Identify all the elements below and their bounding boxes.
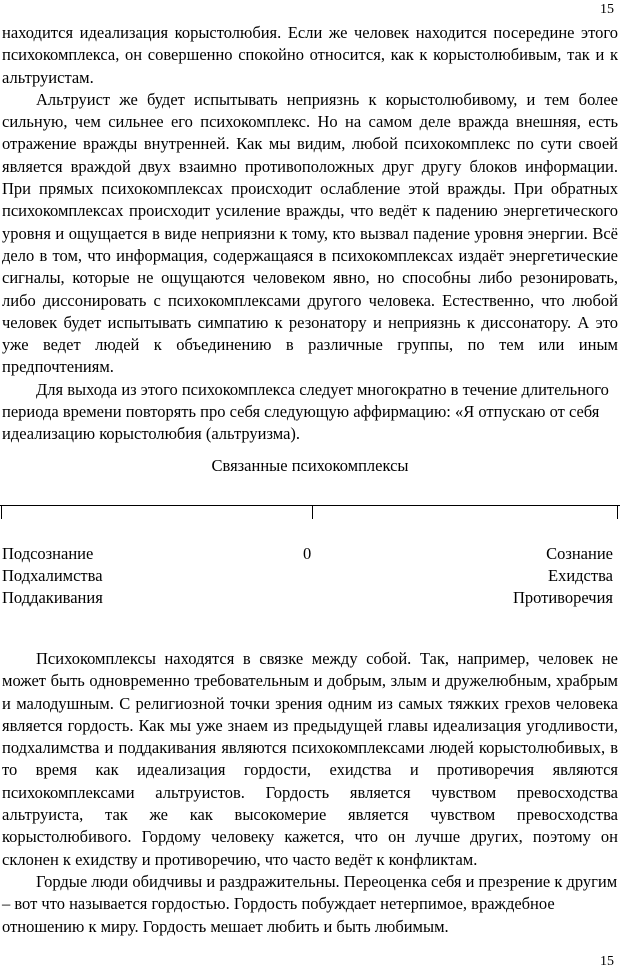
scale-right-label: Противоречия — [512, 588, 613, 607]
page-number-bottom: 15 — [600, 954, 614, 969]
paragraph: Психокомплексы находятся в связке между собой. Так, например, человек не может быть одновременно требовательным и добрым, злым и дружелюбным, храбрым и малодушным. С религиозной точки зрения одним из самых тяжких грехов человека является гордость. Как мы уже знаем из предыдущей главы идеализация угодливости, подхалимства и поддакивания являются психокомплексами людей корыстолюбивых, в то время как идеализация гордости, ехидства и противоречия являются психокомплексами альтруистов. Гордость является чувством превосходства альтруиста, так же как высокомерие является чувством превосходства корыстолюбивого. Гордому человеку кажется, что он лучше других, поэтому он склонен к ехидству и противоречию, что часто ведёт к конфликтам. — [2, 649, 618, 869]
paragraph: находится идеализация корыстолюбия. Если же человек находится посередине этого психокомплекса, он совершенно спокойно относится, как к корыстолюбивым, так и к альтруистам. — [2, 23, 618, 87]
scale-title: Связанные психокомплексы — [211, 456, 409, 475]
axis-tick-right — [617, 505, 618, 519]
axis-tick-left — [1, 505, 2, 519]
scale-row — [0, 587, 620, 609]
paragraph: Альтруист же будет испытывать неприязнь к корыстолюбивому, и тем более сильную, чем сильнее его психокомплекс. Но на самом деле вражда внешняя, есть отражение вражды внутренней. Как мы видим, любой психокомплекс по сути своей является враждой двух взаимно противоположных друг другу блоков информации. При прямых психокомплексах происходит ослабление этой вражды. При обратных психокомплексах происходит усиление вражды, что ведёт к падению энергетического уровня и ощущается в виде неприязни к тому, кто вызвал падение уровня энергии. Всё дело в том, что информация, содержащаяся в психокомплексах издаёт энергетические сигналы, которые не ощущаются человеком явно, но способны либо резонировать, либо диссонировать с психокомплексами другого человека. Естественно, что любой человек будет испытывать симпатию к резонатору и неприязнь к диссонатору. А это уже ведет людей к объединению в различные группы, по тем или иным предпочтениям. — [2, 89, 618, 377]
scale-middle-label: 0 — [303, 544, 312, 563]
paragraph: Для выхода из этого психокомплекса следует многократно в течение длительного периода времени повторять про себя следующую аффирмацию: «Я отпускаю от себя идеализацию корыстолюбия (альтруизма). — [2, 379, 609, 444]
page-number-top: 15 — [600, 2, 614, 17]
scale-right-label: Сознание — [546, 544, 613, 563]
scale-left-label: Подхалимства — [2, 566, 103, 585]
scale-axis — [0, 505, 620, 519]
axis-line — [0, 505, 620, 506]
scale-row — [0, 565, 620, 587]
paragraph: Гордые люди обидчивы и раздражительны. Переоценка себя и презрение к другим – вот что называется гордостью. Гордость побуждает нетерпимое, враждебное отношению к миру. Гордость мешает любить и быть любимым. — [2, 871, 618, 936]
text-block-lower — [2, 648, 618, 938]
scale-row — [0, 543, 620, 565]
scale-right-label: Ехидства — [548, 566, 613, 585]
axis-tick-middle — [312, 505, 313, 519]
scale-left-label: Подсознание — [2, 544, 94, 563]
text-block-upper — [2, 22, 618, 446]
scale-left-label: Поддакивания — [2, 588, 103, 607]
